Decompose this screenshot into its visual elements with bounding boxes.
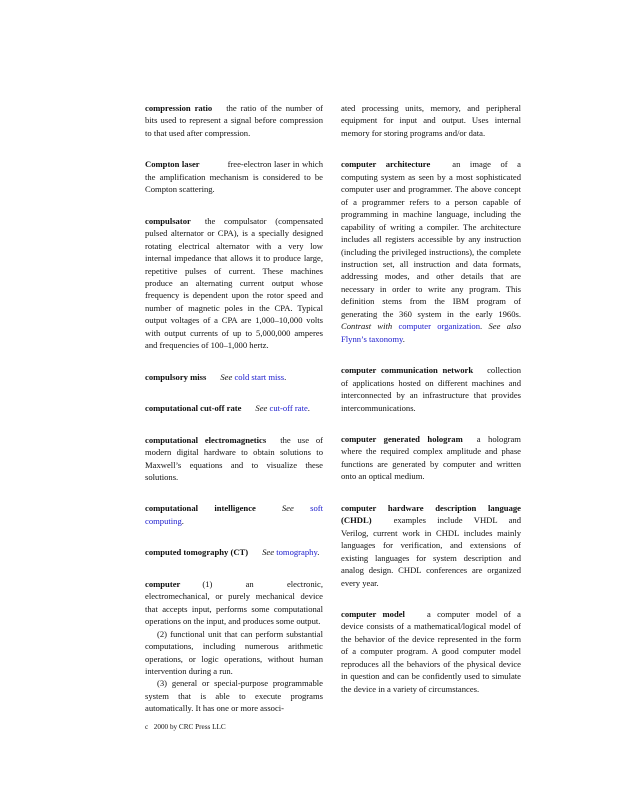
entry-term: computer architecture (341, 159, 431, 170)
punctuation: . (307, 403, 310, 414)
entry-definition: ated processing units, memory, and peripheral equipment for input and output. Uses internal memory for storing programs and/or data. (341, 103, 521, 138)
copyright-footer: c⃝2000 by CRC Press LLC (145, 723, 226, 731)
cross-reference-link[interactable]: cold start miss (234, 371, 285, 382)
entry-term: computer hardware description language (CHDL) (341, 502, 521, 526)
cross-reference-link[interactable]: computer organization (398, 321, 481, 332)
entry-computer-model (341, 608, 521, 695)
see-label: See (281, 503, 294, 514)
entry-definition: free-electron laser in which the amplification mechanism is considered to be Compton scattering. (145, 159, 323, 195)
see-label: See (220, 371, 233, 382)
entry-computer-generated-hologram (341, 433, 521, 483)
entry-definition: the use of modern digital hardware to obtain solutions to Maxwell’s equations and to visualize these solutions. (145, 434, 323, 482)
contrast-label: Contrast with (341, 321, 393, 332)
entry-definition-2: (2) functional unit that can perform substantial computations, including numerous arithmetic operations, or logic operations, without human intervention during a run. (145, 628, 323, 676)
entry-computational-cutoff-rate (145, 402, 323, 414)
entry-definition: the compulsator (compensated pulsed alternator or CPA), is a specially designed rotating electrical alternator with a very low internal impedance that allows it to produce large, repetitive pulses of current. These machines produce an alternating current output whose frequency is dependent upon the rotor speed and number of magnetic poles in the CPA. Typical output voltages of a CPA are 1,000–10,000 volts with output currents of up to 5,000,000 amperes and frequencies of 100–1,000 hertz. (145, 215, 323, 351)
entry-term: computational intelligence (145, 503, 256, 514)
entry-computer-continued (341, 102, 521, 139)
entry-computed-tomography (145, 546, 323, 558)
entry-definition: examples include VHDL and Verilog, current work in CHDL includes mainly languages for verification, and extensions of existing languages for system description and analog design. CHDL conferences are organized every year. (341, 515, 521, 588)
entry-definition-3: (3) general or special-purpose programmable system that is able to execute programs automatically. It has one or more associ- (145, 678, 323, 714)
entry-term: compression ratio (145, 103, 213, 113)
entry-term: computational electromagnetics (145, 434, 267, 445)
see-label: See (262, 547, 275, 558)
see-also-label: See also (488, 321, 522, 332)
entry-term: computer (145, 578, 181, 589)
left-column (145, 102, 323, 715)
entry-definition: a hologram where the required complex amplitude and phase functions are generated by computer and written onto an optical medium. (341, 433, 521, 482)
punctuation: . (181, 515, 184, 526)
see-label: See (255, 403, 268, 414)
cross-reference-link[interactable]: tomography (276, 547, 318, 558)
entry-term: Compton laser (145, 159, 200, 170)
entry-term: compulsator (145, 215, 191, 226)
entry-definition: the ratio of the number of bits used to represent a signal before compression to that used after compression. (145, 103, 324, 138)
entry-computational-electromagnetics (145, 434, 323, 484)
entry-definition: a computer model of a device consists of a mathematical/logical model of the behavior of the device represented in the form of a computer program. A good computer model reproduces all the behaviors of the physical device in question and can be confidently used to simulate the device in a variety of circumstances. (341, 608, 521, 694)
punctuation: . (480, 321, 483, 332)
entry-term: computational cut-off rate (145, 403, 242, 414)
punctuation: . (284, 371, 287, 382)
entry-term: computer generated hologram (341, 433, 463, 444)
entry-term: computer model (341, 608, 405, 619)
entry-compton-laser (145, 158, 323, 195)
punctuation: . (317, 547, 320, 558)
entry-compulsator (145, 215, 323, 352)
entry-computer (145, 578, 323, 715)
entry-compression-ratio (145, 102, 323, 139)
entry-computational-intelligence (145, 502, 323, 527)
right-column (341, 102, 521, 714)
cross-reference-link[interactable]: cut-off rate (269, 403, 308, 414)
entry-term: computer communication network (341, 365, 474, 376)
entry-definition: collection of applications hosted on different machines and interconnected by an infrastructure that provides intercommunications. (341, 365, 521, 413)
entry-computer-architecture (341, 158, 521, 345)
entry-term: computed tomography (CT) (145, 547, 249, 558)
entry-compulsory-miss (145, 371, 323, 383)
cross-reference-link[interactable]: soft computing (145, 503, 323, 526)
entry-chdl (341, 502, 521, 589)
entry-definition-1: (1) an electronic, electromechanical, or purely mechanical device that accepts input, performs some computational operations on the input, and produces some output. (145, 578, 323, 627)
entry-definition: an image of a computing system as seen by a most sophisticated computer user and programmer. The above concept of a programmer refers to a person capable of programming in machine language, including the capability of writing a compiler. The architecture includes all registers accessible by any instruction (including the privileged instructions), the complete instruction set, all instruction and data formats, addressing modes, and other details that are necessary in order to write any program. This definition stems from the IBM program of generating the 360 system in the early 1960s. (341, 159, 521, 319)
entry-term: compulsory miss (145, 371, 207, 382)
entry-computer-communication-network (341, 364, 521, 414)
cross-reference-link[interactable]: Flynn’s taxonomy (341, 333, 403, 344)
punctuation: . (402, 333, 405, 344)
